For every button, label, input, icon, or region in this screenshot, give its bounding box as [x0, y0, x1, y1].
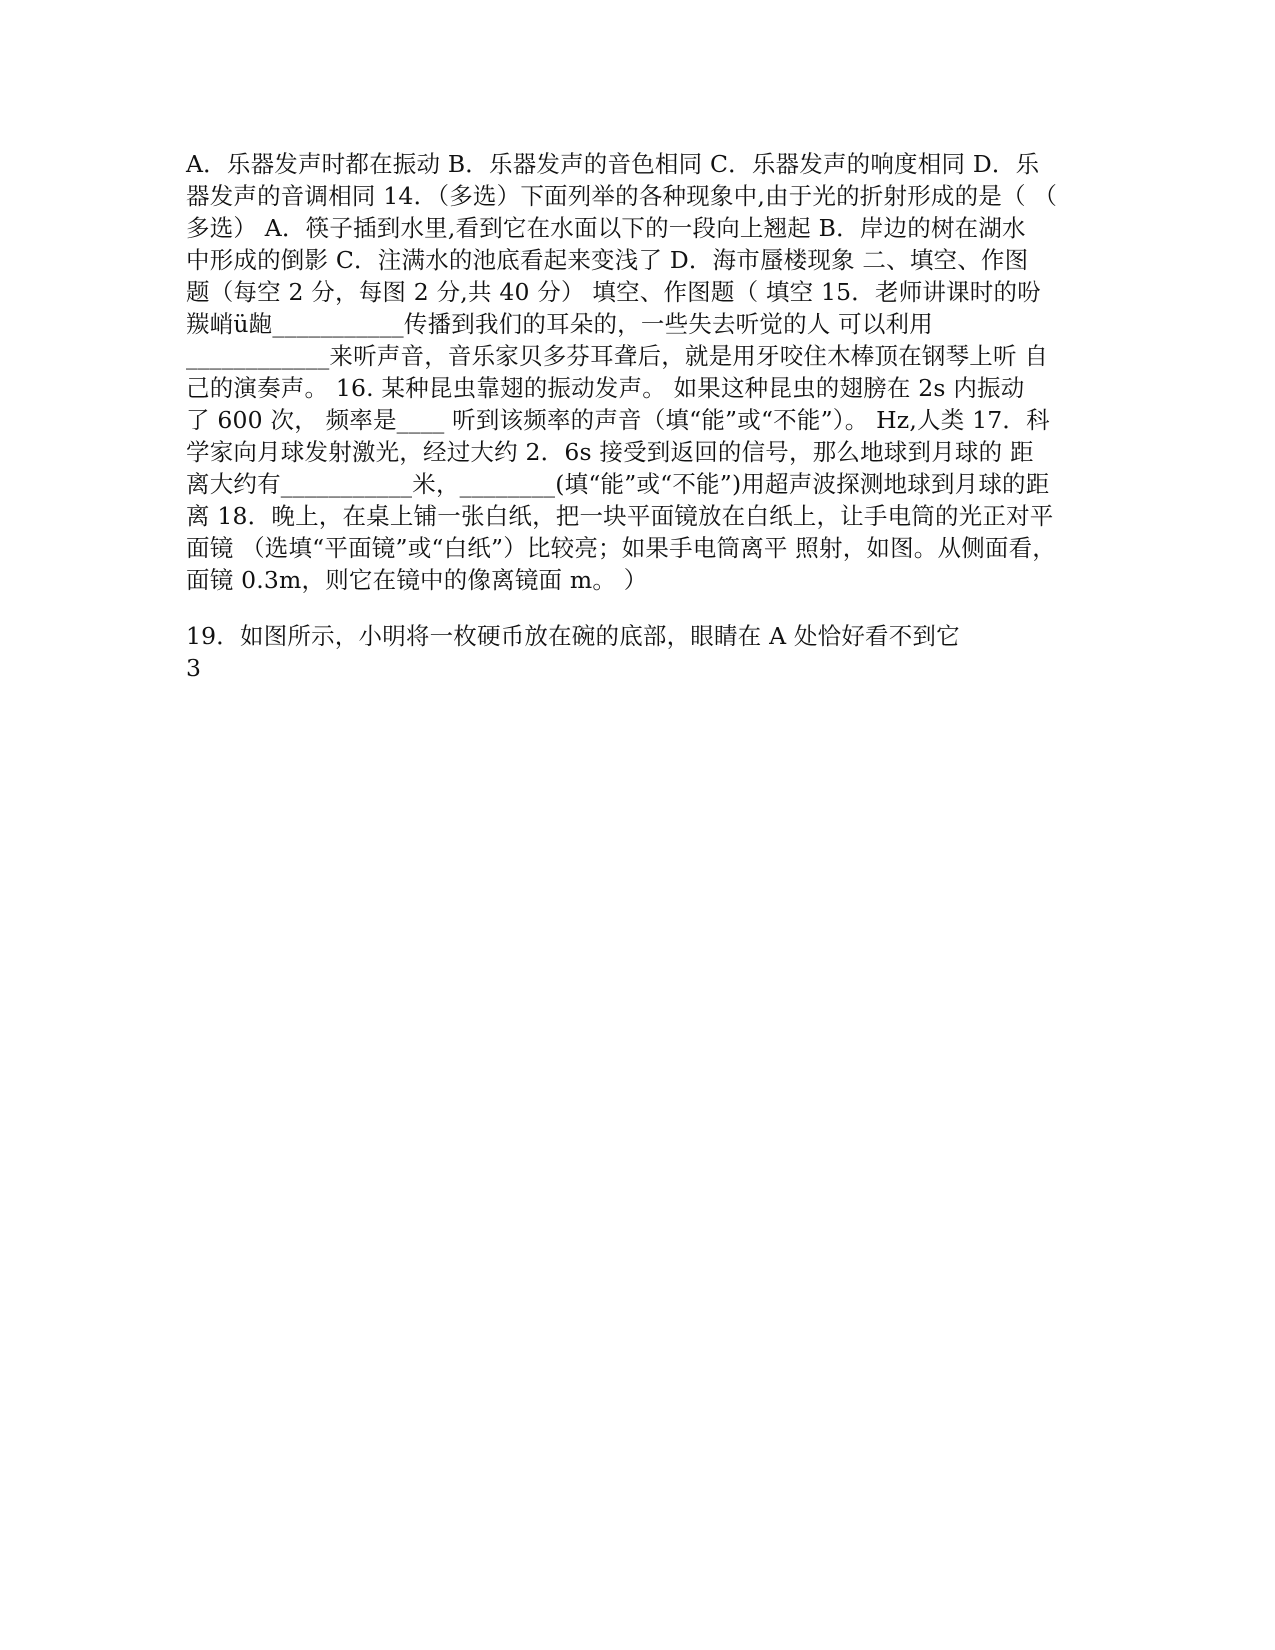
text-line: ____________来听声音，音乐家贝多芬耳聋后，就是用牙咬住木棒顶在钢琴上听 自 [186, 342, 1049, 370]
text-line: A．乐器发声时都在振动 B．乐器发声的音色相同 C．乐器发声的响度相同 D．乐 [186, 150, 1040, 178]
text-line: 学家向月球发射激光，经过大约 2．6s 接受到返回的信号，那么地球到月球的 距 [186, 438, 1034, 466]
question-19-line: 19．如图所示，小明将一枚硬币放在碗的底部，眼睛在 A 处恰好看不到它 [186, 622, 960, 650]
text-line: 羰峭ü龅___________传播到我们的耳朵的，一些失去听觉的人 可以利用 [186, 310, 933, 338]
page-number: 3 [186, 654, 202, 682]
text-line: 中形成的倒影 C．注满水的池底看起来变浅了 D．海市蜃楼现象 二、填空、作图 [186, 246, 1029, 274]
text-line: 面镜 0.3m，则它在镜中的像离镜面 m。 ） [186, 566, 648, 594]
text-line: 多选） A．筷子插到水里,看到它在水面以下的一段向上翘起 B．岸边的树在湖水 [186, 214, 1026, 242]
text-line: 了 600 次， 频率是____ 听到该频率的声音（填“能”或“不能”）。 Hz,人类 17．科 [186, 406, 1050, 434]
text-line: 面镜 （选填“平面镜”或“白纸”）比较亮；如果手电筒离平 照射，如图。从侧面看， [186, 534, 1056, 562]
text-line: 器发声的音调相同 14．（多选）下面列举的各种现象中,由于光的折射形成的是（ （ [186, 182, 1058, 210]
text-line: 离 18．晚上，在桌上铺一张白纸，把一块平面镜放在白纸上，让手电筒的光正对平 [186, 502, 1054, 530]
text-line: 离大约有___________米，________(填“能”或“不能”)用超声波探测地球到月球的距 [186, 470, 1050, 498]
text-line: 己的演奏声。 16. 某种昆虫靠翅的振动发声。 如果这种昆虫的翅膀在 2s 内振动 [186, 374, 1025, 402]
text-line: 题（每空 2 分，每图 2 分,共 40 分） 填空、作图题（ 填空 15．老师讲课时的吩 [186, 278, 1041, 306]
